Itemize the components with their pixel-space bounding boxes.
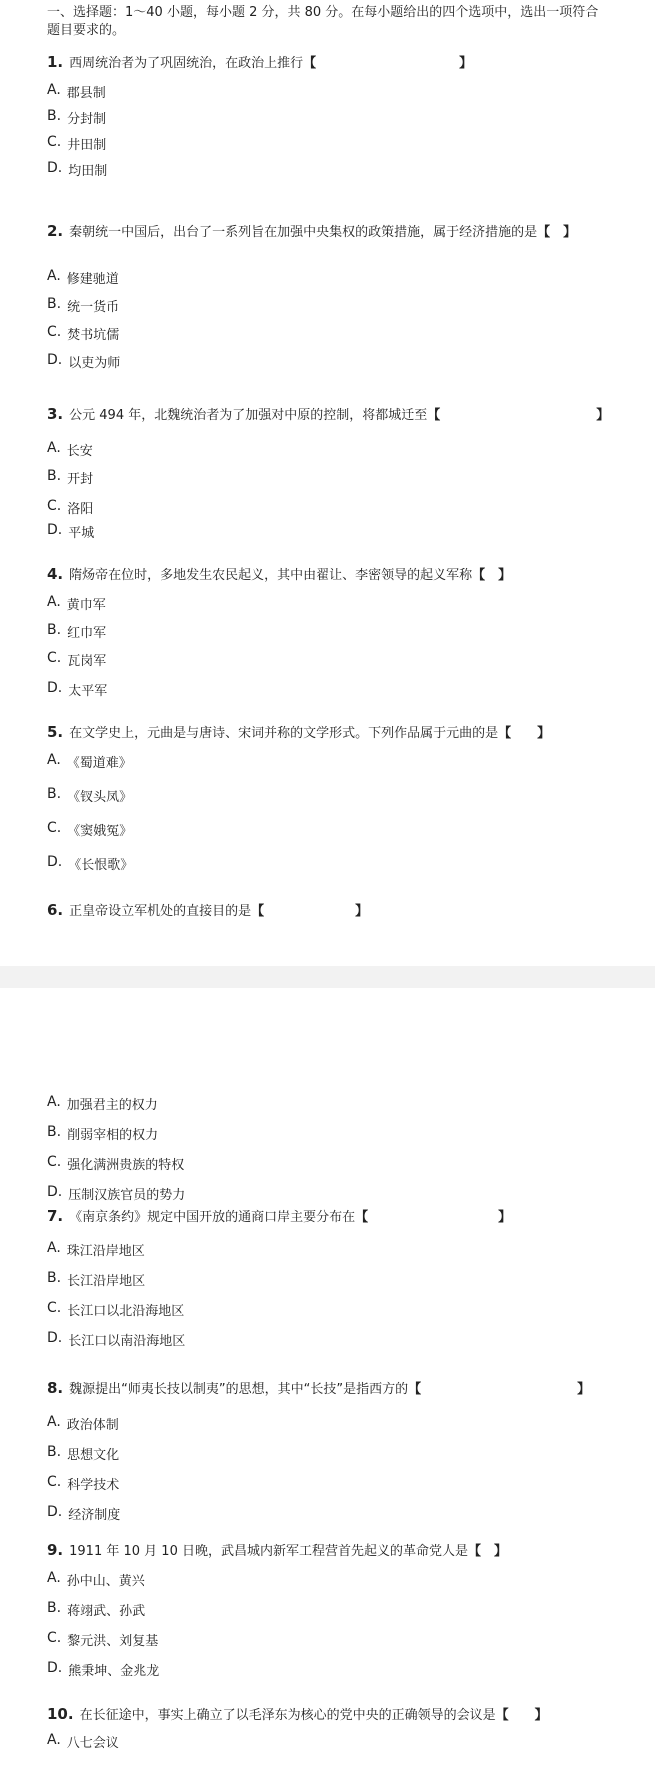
answer-blank: 【 】 [498,726,551,741]
question-number: 2. [47,222,64,240]
option-a: A. 八七会议 [47,1732,119,1751]
question-stem: 公元 494 年，北魏统治者为了加强对中原的控制，将都城迁至 [69,408,428,423]
answer-blank: 【 】 [251,904,369,919]
question-3 [47,404,609,423]
section-intro: 一、选择题：1～40 小题，每小题 2 分，共 80 分。在每小题给出的四个选项中，选出一项符合题目要求的。 [47,5,599,38]
option-d: D. 经济制度 [47,1504,121,1523]
question-4 [47,564,511,583]
question-number: 1. [47,53,64,71]
answer-blank: 【 】 [355,1210,512,1225]
question-number: 5. [47,723,64,741]
option-d: D. 平城 [47,522,95,541]
question-6 [47,900,368,919]
option-c: C. 焚书坑儒 [47,324,120,343]
option-a: A. 郡县制 [47,82,106,101]
question-stem: 西周统治者为了巩固统治，在政治上推行 [69,56,304,71]
question-9 [47,1540,507,1559]
question-number: 10. [47,1705,74,1723]
answer-blank: 【 】 [537,225,577,240]
option-c: C. 井田制 [47,134,107,153]
option-d: D. 熊秉坤、金兆龙 [47,1660,160,1679]
option-d: D. 太平军 [47,680,108,699]
option-b: B. 长江沿岸地区 [47,1270,146,1289]
question-8 [47,1378,590,1397]
answer-blank: 【 】 [303,56,473,71]
option-c: C. 《窦娥冤》 [47,820,133,839]
option-a: A. 黄巾军 [47,594,106,613]
question-number: 6. [47,901,64,919]
option-b: B. 分封制 [47,108,107,127]
option-b: B. 红巾军 [47,622,107,641]
option-c: C. 长江口以北沿海地区 [47,1300,185,1319]
question-stem: 1911 年 10 月 10 日晚，武昌城内新军工程营首先起义的革命党人是 [69,1544,468,1559]
option-a: A. 《蜀道难》 [47,752,132,771]
option-b: B. 蒋翊武、孙武 [47,1600,146,1619]
option-a: A. 加强君主的权力 [47,1094,158,1113]
option-c: C. 洛阳 [47,498,94,517]
question-stem: 在文学史上，元曲是与唐诗、宋词并称的文学形式。下列作品属于元曲的是 [69,726,499,741]
question-2 [47,222,607,242]
option-c: C. 科学技术 [47,1474,120,1493]
option-a: A. 长安 [47,440,93,459]
question-10 [47,1704,548,1723]
option-d: D. 以吏为师 [47,352,121,371]
option-d: D. 《长恨歌》 [47,854,134,873]
question-stem: 正皇帝设立军机处的直接目的是 [69,904,252,919]
answer-blank: 【 】 [427,408,610,423]
question-stem: 秦朝统一中国后，出台了一系列旨在加强中央集权的政策措施，属于经济措施的是 [69,225,538,240]
question-stem: 魏源提出“师夷长技以制夷”的思想，其中“长技”是指西方的 [69,1382,409,1397]
question-number: 9. [47,1541,64,1559]
option-d: D. 长江口以南沿海地区 [47,1330,186,1349]
option-a: A. 修建驰道 [47,268,119,287]
option-b: B. 开封 [47,468,94,487]
option-d: D. 压制汉族官员的势力 [47,1184,186,1203]
question-1 [47,52,472,71]
page-break [0,966,655,988]
question-number: 7. [47,1207,64,1225]
page-2 [0,988,655,1780]
option-b: B. 削弱宰相的权力 [47,1124,159,1143]
answer-blank: 【 】 [472,568,512,583]
option-b: B. 思想文化 [47,1444,120,1463]
question-5 [47,722,550,741]
option-a: A. 珠江沿岸地区 [47,1240,145,1259]
question-number: 4. [47,565,64,583]
option-b: B. 统一货币 [47,296,120,315]
question-7 [47,1206,511,1225]
option-d: D. 均田制 [47,160,108,179]
question-stem: 《南京条约》规定中国开放的通商口岸主要分布在 [69,1210,356,1225]
question-stem: 在长征途中，事实上确立了以毛泽东为核心的党中央的正确领导的会议是 [79,1708,496,1723]
option-b: B. 《钗头凤》 [47,786,133,805]
option-a: A. 孙中山、黄兴 [47,1570,145,1589]
option-c: C. 瓦岗军 [47,650,107,669]
answer-blank: 【 】 [467,1544,507,1559]
option-c: C. 强化满洲贵族的特权 [47,1154,185,1173]
answer-blank: 【 】 [495,1708,548,1723]
question-number: 3. [47,405,64,423]
option-a: A. 政治体制 [47,1414,119,1433]
question-stem: 隋炀帝在位时，多地发生农民起义，其中由翟让、李密领导的起义军称 [69,568,473,583]
answer-blank: 【 】 [408,1382,591,1397]
question-number: 8. [47,1379,64,1397]
option-c: C. 黎元洪、刘复基 [47,1630,159,1649]
